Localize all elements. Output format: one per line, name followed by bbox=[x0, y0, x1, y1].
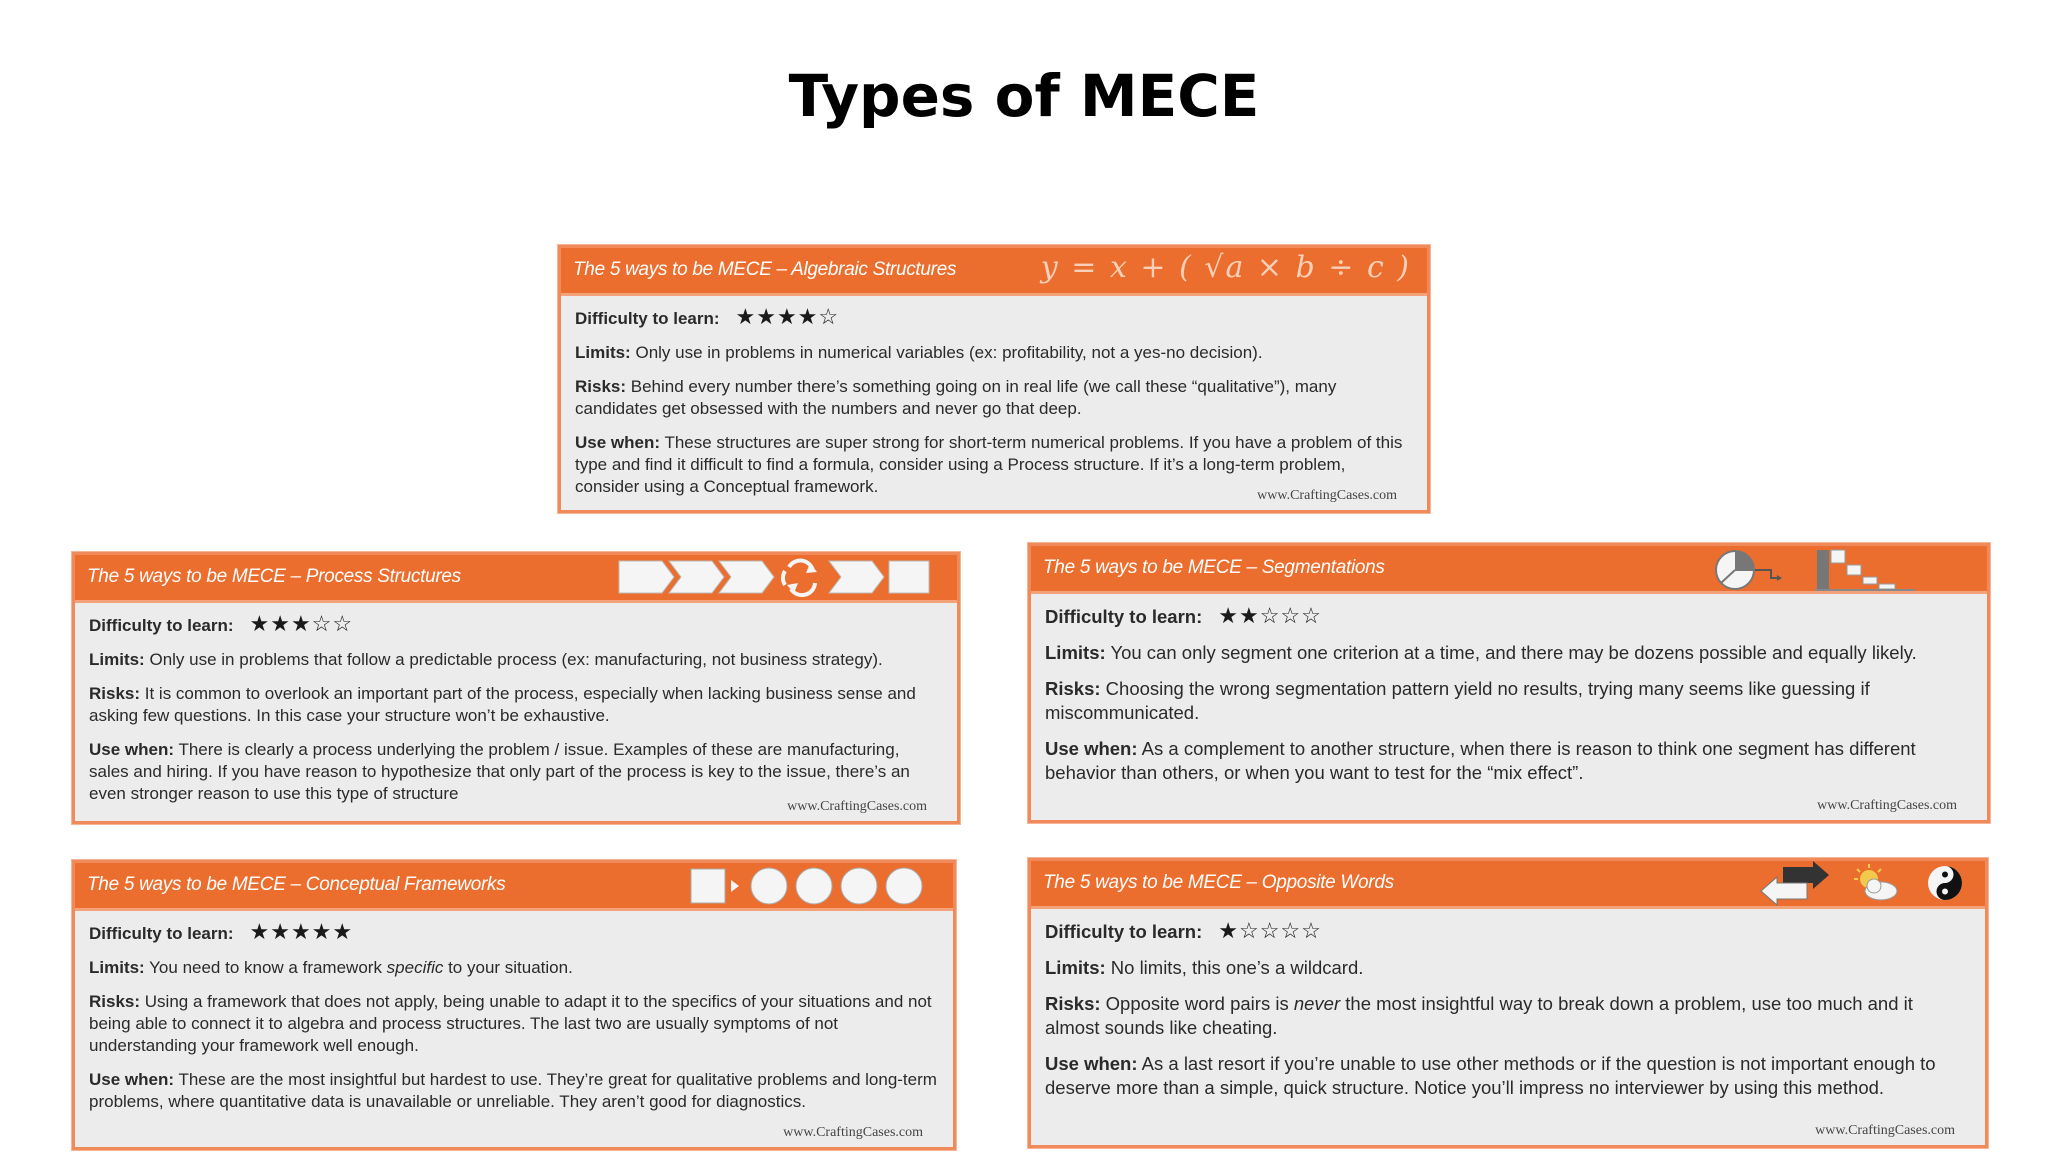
risks-row bbox=[1045, 677, 1973, 725]
process-chevrons-icon bbox=[617, 555, 947, 600]
limits-label: Limits: bbox=[89, 650, 145, 669]
risks-row bbox=[89, 991, 939, 1057]
limits-row bbox=[89, 957, 939, 979]
formula-icon: y = x + ( √a × b ÷ c ) bbox=[1040, 250, 1411, 285]
limits-label: Limits: bbox=[1045, 642, 1106, 663]
limits-label: Limits: bbox=[89, 958, 145, 977]
use-when-row bbox=[89, 1069, 939, 1113]
difficulty-row bbox=[575, 306, 1413, 330]
difficulty-label: Difficulty to learn: bbox=[89, 616, 234, 635]
limits-row bbox=[1045, 641, 1973, 665]
card-title: The 5 ways to be MECE – Process Structures bbox=[87, 566, 461, 587]
card-conceptual-frameworks bbox=[72, 860, 956, 1150]
risks-text-pre: Opposite word pairs is bbox=[1105, 993, 1294, 1014]
card-header bbox=[561, 248, 1427, 296]
card-title: The 5 ways to be MECE – Conceptual Frameworks bbox=[87, 874, 506, 895]
risks-text: Behind every number there’s something going on in real life (we call these “qualitative”), many candidates get obsessed with the numbers and never go that deep. bbox=[575, 377, 1337, 418]
use-when-row bbox=[1045, 1052, 1971, 1100]
difficulty-row bbox=[89, 613, 943, 637]
use-when-text: These are the most insightful but hardest to use. They’re great for qualitative problems and long-term problems, where quantitative data is unavailable or unreliable. They aren’t good for diagnostics. bbox=[89, 1070, 937, 1111]
card-body bbox=[1031, 909, 1985, 1100]
credit: www.CraftingCases.com bbox=[1815, 1123, 1955, 1138]
limits-row bbox=[1045, 956, 1971, 980]
difficulty-row bbox=[89, 921, 939, 945]
use-when-label: Use when: bbox=[89, 740, 175, 759]
limits-label: Limits: bbox=[575, 343, 631, 362]
use-when-label: Use when: bbox=[575, 433, 661, 452]
card-title: The 5 ways to be MECE – Segmentations bbox=[1043, 557, 1385, 578]
limits-text: No limits, this one’s a wildcard. bbox=[1110, 957, 1364, 978]
yin-yang-icon bbox=[1923, 861, 1967, 906]
limits-text: You can only segment one criterion at a time, and there may be dozens possible and equally likely. bbox=[1110, 642, 1917, 663]
card-header bbox=[1031, 861, 1985, 909]
limits-text-post: to your situation. bbox=[443, 958, 573, 977]
card-body bbox=[1031, 594, 1987, 785]
risks-text-post: the most insightful way to break down a problem, use too much and it almost sounds like cheating. bbox=[1045, 993, 1913, 1038]
risks-row bbox=[89, 683, 943, 727]
limits-text: Only use in problems in numerical variables (ex: profitability, not a yes-no decision). bbox=[635, 343, 1263, 362]
difficulty-stars: ★★★★★ bbox=[249, 919, 354, 944]
card-header bbox=[75, 555, 957, 603]
card-title: The 5 ways to be MECE – Algebraic Structures bbox=[573, 259, 957, 280]
risks-text: Choosing the wrong segmentation pattern yield no results, trying many seems like guessing if miscommunicated. bbox=[1045, 678, 1870, 723]
risks-row bbox=[1045, 992, 1971, 1040]
use-when-label: Use when: bbox=[1045, 1053, 1138, 1074]
difficulty-label: Difficulty to learn: bbox=[1045, 921, 1203, 942]
limits-row bbox=[575, 342, 1413, 364]
risks-label: Risks: bbox=[89, 684, 141, 703]
use-when-text: These structures are super strong for short-term numerical problems. If you have a problem of this type and find it difficult to find a formula, consider using a Process structure. If it’s a long-term problem, consider using a Conceptual framework. bbox=[575, 433, 1403, 496]
risks-row bbox=[575, 376, 1413, 420]
use-when-label: Use when: bbox=[89, 1070, 175, 1089]
card-body bbox=[75, 603, 957, 805]
card-title: The 5 ways to be MECE – Opposite Words bbox=[1043, 872, 1394, 893]
credit: www.CraftingCases.com bbox=[1257, 488, 1397, 503]
card-header bbox=[75, 863, 953, 911]
opposite-arrows-icon bbox=[1755, 861, 1835, 906]
use-when-text: As a last resort if you’re unable to use other methods or if the question is not important enough to deserve more than a simple, quick structure. Notice you’ll impress no interviewer by using this method. bbox=[1045, 1053, 1936, 1098]
difficulty-row bbox=[1045, 604, 1973, 629]
card-opposite-words bbox=[1028, 858, 1988, 1148]
card-process-structures bbox=[72, 552, 960, 824]
difficulty-stars: ★☆☆☆☆ bbox=[1218, 918, 1322, 943]
use-when-text: As a complement to another structure, when there is reason to think one segment has different behavior than others, or when you want to test for the “mix effect”. bbox=[1045, 738, 1916, 783]
difficulty-row bbox=[1045, 919, 1971, 944]
risks-text: It is common to overlook an important part of the process, especially when lacking business sense and asking few questions. In this case your structure won’t be exhaustive. bbox=[89, 684, 916, 725]
risks-label: Risks: bbox=[575, 377, 627, 396]
limits-text-pre: You need to know a framework bbox=[149, 958, 387, 977]
sun-cloud-icon bbox=[1847, 861, 1903, 906]
risks-text-emphasis: never bbox=[1293, 993, 1341, 1014]
card-body bbox=[561, 296, 1427, 498]
card-header bbox=[1031, 546, 1987, 594]
limits-text: Only use in problems that follow a predictable process (ex: manufacturing, not business strategy). bbox=[149, 650, 883, 669]
card-algebraic-structures bbox=[558, 245, 1430, 513]
framework-shapes-icon bbox=[683, 863, 943, 908]
difficulty-stars: ★★☆☆☆ bbox=[1218, 603, 1322, 628]
difficulty-label: Difficulty to learn: bbox=[1045, 606, 1203, 627]
page-title: Types of MECE bbox=[788, 62, 1260, 130]
credit: www.CraftingCases.com bbox=[1817, 798, 1957, 813]
use-when-text: There is clearly a process underlying the problem / issue. Examples of these are manufacturing, sales and hiring. If you have reason to hypothesize that only part of the process is key to the issue, there’s an even stronger reason to use this type of structure bbox=[89, 740, 910, 803]
use-when-row bbox=[89, 739, 943, 805]
card-body bbox=[75, 911, 953, 1113]
difficulty-label: Difficulty to learn: bbox=[89, 924, 234, 943]
risks-label: Risks: bbox=[1045, 993, 1101, 1014]
risks-label: Risks: bbox=[1045, 678, 1101, 699]
risks-label: Risks: bbox=[89, 992, 141, 1011]
limits-row bbox=[89, 649, 943, 671]
use-when-row bbox=[1045, 737, 1973, 785]
difficulty-label: Difficulty to learn: bbox=[575, 309, 720, 328]
credit: www.CraftingCases.com bbox=[783, 1125, 923, 1140]
credit: www.CraftingCases.com bbox=[787, 799, 927, 814]
use-when-label: Use when: bbox=[1045, 738, 1138, 759]
risks-text: Using a framework that does not apply, being unable to adapt it to the specifics of your situations and not being able to connect it to algebra and process structures. The last two are usually symptoms of not understanding your framework well enough. bbox=[89, 992, 932, 1055]
limits-text-emphasis: specific bbox=[386, 958, 444, 977]
difficulty-stars: ★★★★☆ bbox=[735, 304, 840, 329]
limits-label: Limits: bbox=[1045, 957, 1106, 978]
segmentation-pie-icon bbox=[1707, 546, 1957, 591]
difficulty-stars: ★★★☆☆ bbox=[249, 611, 354, 636]
card-segmentations bbox=[1028, 543, 1990, 823]
